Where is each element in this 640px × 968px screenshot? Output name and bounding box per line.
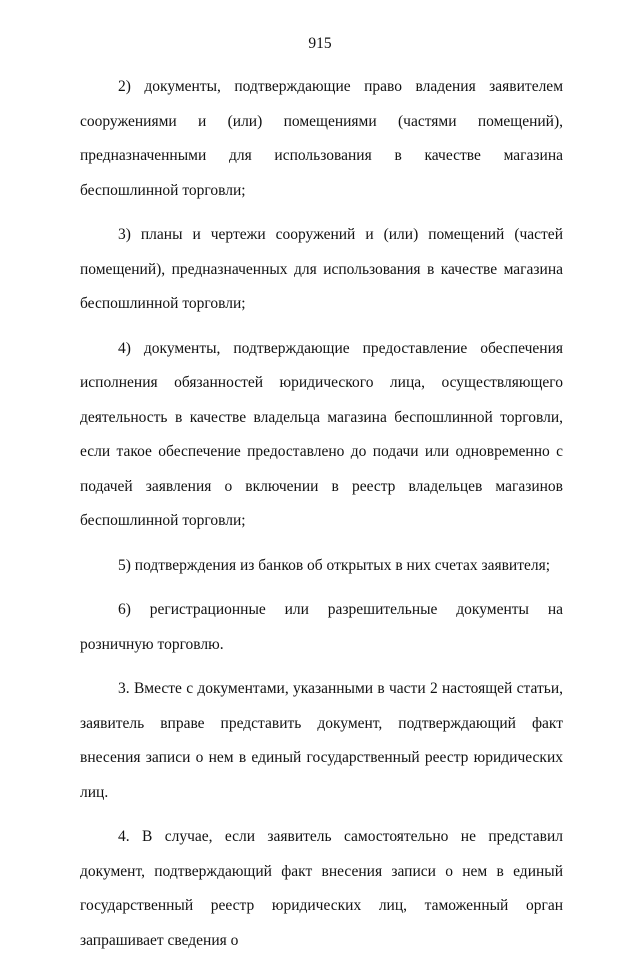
paragraph-item-2-documents: 2) документы, подтверждающие право владения заявителем сооружениями и (или) помещениями (частями помещений), предназначенными для использования в качестве магазина беспошлинной торговли; [80, 78, 563, 199]
paragraph-part-3: 3. Вместе с документами, указанными в части 2 настоящей статьи, заявитель вправе представить документ, подтверждающий факт внесения записи о нем в единый государственный реестр юридических лиц. [80, 680, 563, 801]
paragraph-item-4-security-documents: 4) документы, подтверждающие предоставление обеспечения исполнения обязанностей юридического лица, осуществляющего деятельность в качестве владельца магазина беспошлинной торговли, если такое обеспечение предоставлено до подачи или одновременно с подачей заявления о включении в реестр владельцев магазинов беспошлинной торговли; [80, 339, 563, 529]
paragraph-item-6-permits: 6) регистрационные или разрешительные документы на розничную торговлю. [80, 601, 563, 653]
document-body [80, 70, 563, 968]
paragraph-item-3-plans: 3) планы и чертежи сооружений и (или) помещений (частей помещений), предназначенных для использования в качестве магазина беспошлинной торговли; [80, 226, 563, 312]
page-number: 915 [308, 35, 332, 52]
paragraph-part-4: 4. В случае, если заявитель самостоятельно не представил документ, подтверждающий факт внесения записи о нем в единый государственный реестр юридических лиц, таможенный орган запрашивает сведения о [80, 828, 563, 949]
paragraph-item-5-bank-confirmations: 5) подтверждения из банков об открытых в них счетах заявителя; [118, 556, 551, 574]
